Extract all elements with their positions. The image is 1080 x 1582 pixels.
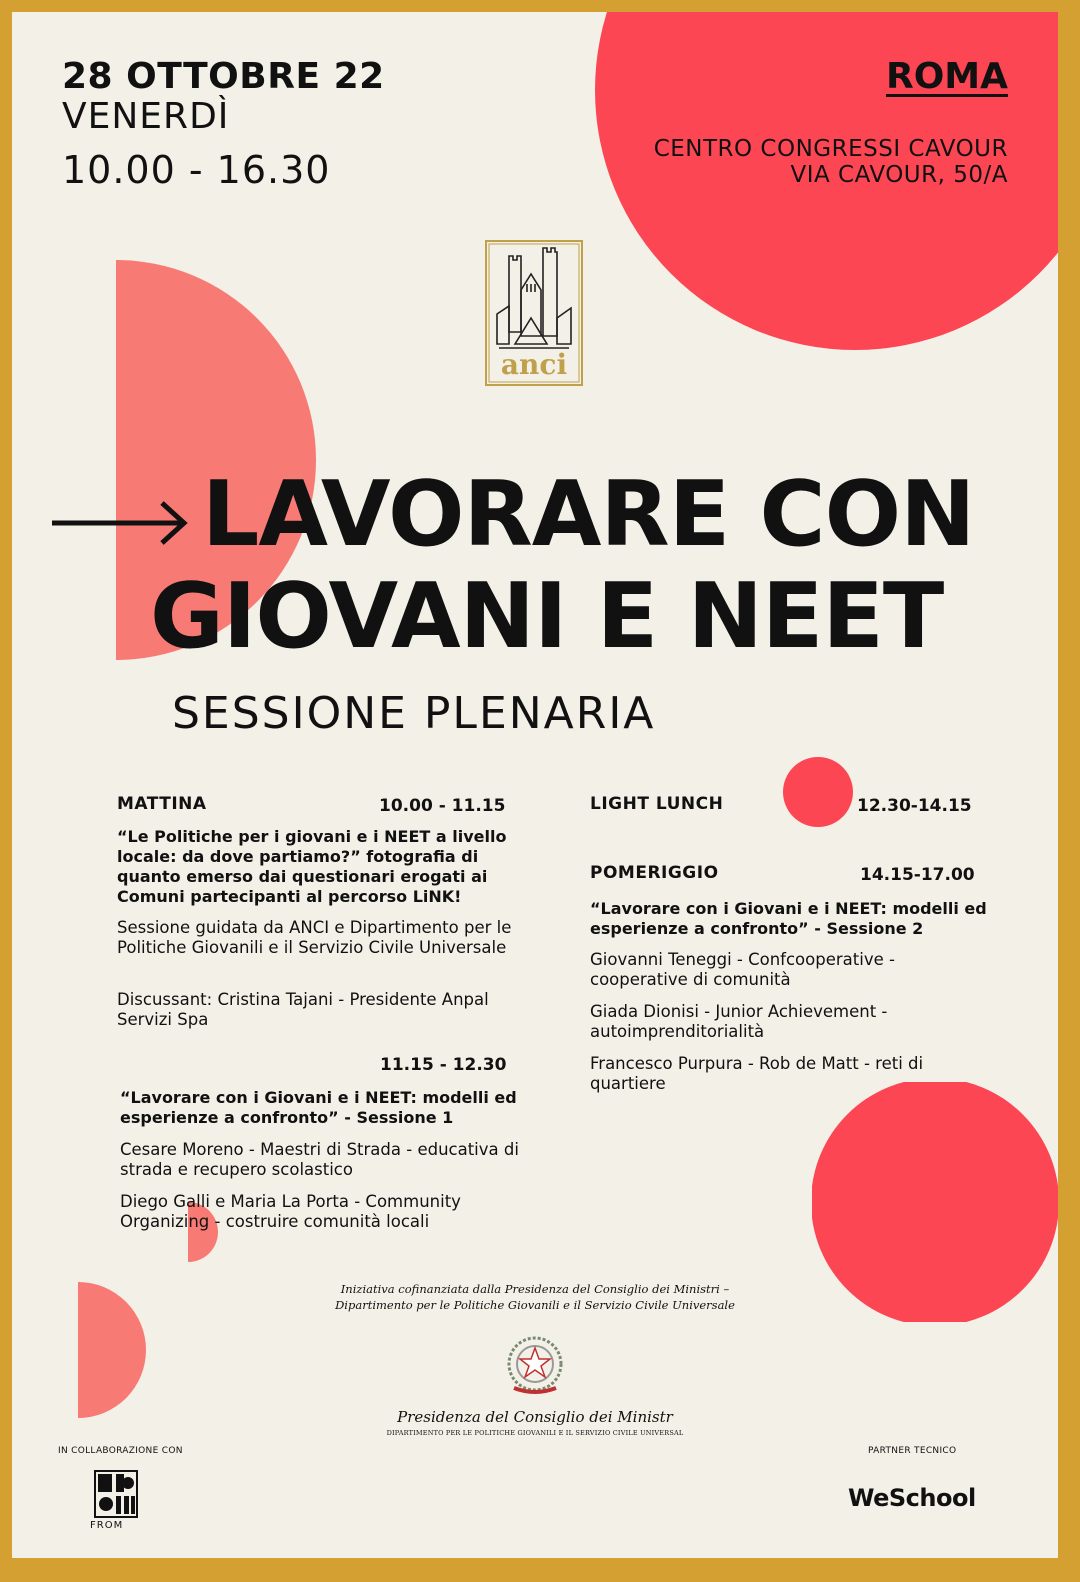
mattina-talk-2: “Lavorare con i Giovani e i NEET: modelli ed esperienze a confronto” - Sessione 1	[120, 1088, 517, 1127]
event-title-line1: LAVORARE CON	[202, 462, 975, 567]
event-hours: 10.00 - 16.30	[62, 148, 331, 192]
event-date: 28 OTTOBRE 22	[62, 56, 385, 97]
mattina-talk-1: “Le Politiche per i giovani e i NEET a livello locale: da dove partiamo?” fotografia di quanto emerso dai questionari erogati ai Comuni partecipanti al percorso LiNK!	[117, 827, 507, 906]
mattina-time-2: 11.15 - 12.30	[380, 1055, 507, 1075]
poster	[12, 12, 1058, 1558]
mattina-desc-1: Sessione guidata da ANCI e Dipartimento per le Politiche Giovanili e il Servizio Civile Universale	[117, 918, 512, 957]
event-title-line2: GIOVANI E NEET	[150, 564, 944, 669]
partner-label: PARTNER TECNICO	[868, 1446, 957, 1456]
pomeriggio-talk: “Lavorare con i Giovani e i NEET: modelli ed esperienze a confronto” - Sessione 2	[590, 899, 987, 938]
pomeriggio-time: 14.15-17.00	[860, 865, 975, 885]
event-subtitle: SESSIONE PLENARIA	[172, 688, 656, 739]
event-city: ROMA	[885, 56, 1008, 97]
arrow-right-icon	[50, 500, 190, 546]
mattina-desc-2: Discussant: Cristina Tajani - Presidente Anpal Servizi Spa	[117, 990, 489, 1029]
pomeriggio-label: POMERIGGIO	[590, 863, 719, 883]
from-logo	[94, 1470, 138, 1518]
italian-republic-emblem-icon	[502, 1334, 568, 1400]
event-weekday: VENERDÌ	[62, 96, 230, 137]
mattina-label: MATTINA	[117, 794, 207, 814]
venue-name: CENTRO CONGRESSI CAVOUR	[653, 136, 1008, 162]
anci-logo-text: anci	[500, 348, 568, 381]
anci-logo	[485, 240, 583, 386]
lunch-time: 12.30-14.15	[857, 796, 972, 816]
weschool-logo: WeSchool	[848, 1484, 976, 1512]
pomeriggio-desc-2: Giada Dionisi - Junior Achievement - autoimprenditorialità	[590, 1002, 888, 1041]
cofinancing-line-1: Iniziativa cofinanziata dalla Presidenza del Consiglio dei Ministri –	[340, 1282, 730, 1296]
mattina-time-1: 10.00 - 11.15	[379, 796, 506, 816]
mattina-desc-3: Cesare Moreno - Maestri di Strada - educativa di strada e recupero scolastico	[120, 1140, 519, 1179]
venue-address: VIA CAVOUR, 50/A	[790, 162, 1008, 188]
pomeriggio-desc-3: Francesco Purpura - Rob de Matt - reti di quartiere	[590, 1054, 924, 1093]
collaboration-label: IN COLLABORAZIONE CON	[58, 1446, 183, 1456]
pomeriggio-desc-1: Giovanni Teneggi - Confcooperative - cooperative di comunità	[590, 950, 895, 989]
small-red-dot	[782, 756, 854, 828]
mattina-desc-4: Diego Galli e Maria La Porta - Community Organizing - costruire comunità locali	[120, 1192, 461, 1231]
from-logo-label: FROM	[90, 1520, 124, 1531]
presidenza-name: Presidenza del Consiglio dei Ministr	[397, 1408, 673, 1426]
lunch-label: LIGHT LUNCH	[590, 794, 724, 814]
cofinancing-line-2: Dipartimento per le Politiche Giovanili e il Servizio Civile Universale	[335, 1298, 735, 1312]
presidenza-department: DIPARTIMENTO PER LE POLITICHE GIOVANILI E IL SERVIZIO CIVILE UNIVERSAL	[386, 1429, 684, 1437]
